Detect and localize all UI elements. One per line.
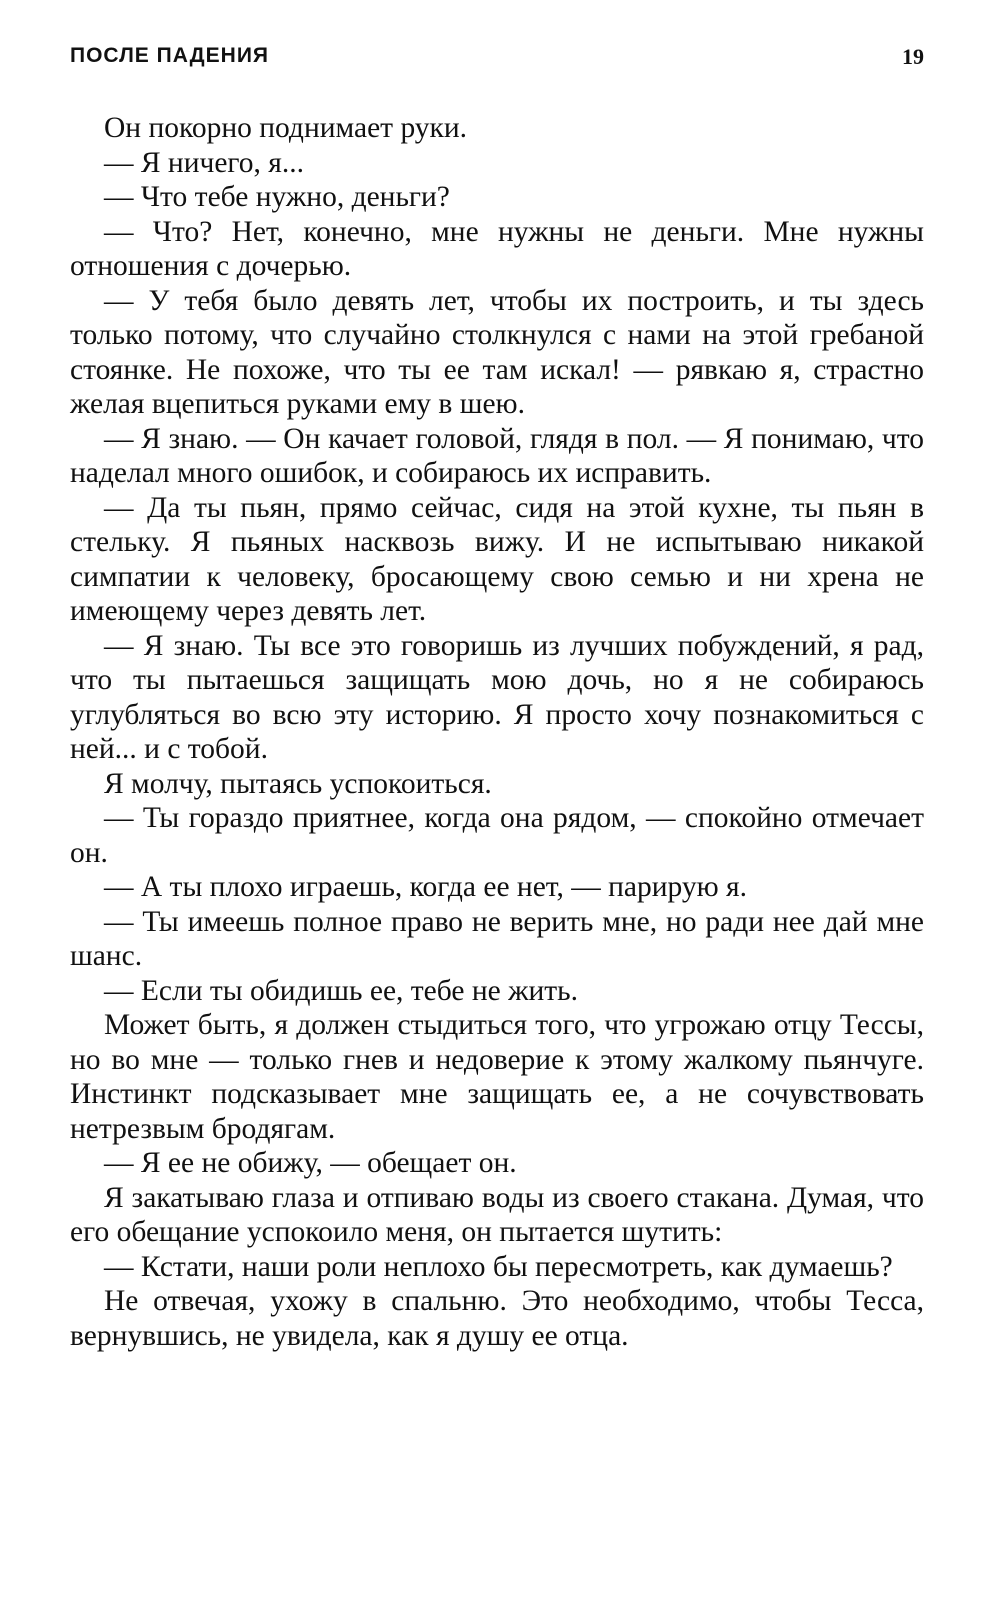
paragraph: — Я ее не обижу, — обещает он. (104, 1147, 517, 1179)
paragraph: — Я ничего, я... (104, 146, 304, 179)
body-text (70, 111, 924, 1353)
paragraph: — Кстати, наши роли неплохо бы пересмотреть, как думаешь? (104, 1250, 893, 1283)
paragraph: — Я знаю. Ты все это говоришь из лучших побуждений, я рад, что ты пытаешься защищать мою дочь, но я не собираюсь углубляться во всю эту историю. Я просто хочу познакомиться с ней... и с тобой. (70, 629, 924, 765)
paragraph: Не отвечая, ухожу в спальню. Это необходимо, чтобы Тесса, вернувшись, не увидела, как я душу ее отца. (70, 1285, 924, 1352)
paragraph: — Ты гораздо приятнее, когда она рядом, — спокойно отмечает он. (70, 802, 924, 869)
paragraph: — А ты плохо играешь, когда ее нет, — парирую я. (104, 871, 747, 903)
paragraph: — Я знаю. — Он качает головой, глядя в пол. — Я понимаю, что наделал много ошибок, и собираюсь их исправить. (70, 422, 924, 489)
paragraph: — Да ты пьян, прямо сейчас, сидя на этой кухне, ты пьян в стельку. Я пьяных насквозь вижу. И не испытываю никакой симпатии к человеку, бросающему свою семью и ни хрена не имеющему через девять лет. (70, 491, 924, 627)
running-title: ПОСЛЕ ПАДЕНИЯ (70, 44, 270, 67)
paragraph: Я молчу, пытаясь успокоиться. (104, 767, 492, 800)
paragraph: — Что тебе нужно, деньги? (104, 181, 450, 213)
paragraph: Может быть, я должен стыдиться того, что угрожаю отцу Тессы, но во мне — только гнев и недоверие к этому жалкому пьянчуге. Инстинкт подсказывает мне защищать ее, а не сочувствовать нетрезвым бродягам. (70, 1009, 924, 1145)
paragraph: — Что? Нет, конечно, мне нужны не деньги. Мне нужны отношения с дочерью. (70, 215, 924, 282)
paragraph: Я закатываю глаза и отпиваю воды из своего стакана. Думая, что его обещание успокоило меня, он пытается шутить: (70, 1181, 924, 1248)
paragraph: — У тебя было девять лет, чтобы их построить, и ты здесь только потому, что случайно столкнулся с нами на этой гребаной стоянке. Не похоже, что ты ее там искал! — рявкаю я, страстно желая вцепиться руками ему в шею. (70, 284, 924, 420)
page-number: 19 (902, 44, 924, 69)
paragraph: — Ты имеешь полное право не верить мне, но ради нее дай мне шанс. (70, 905, 924, 972)
paragraph: Он покорно поднимает руки. (104, 112, 468, 144)
running-header (70, 44, 924, 74)
paragraph: — Если ты обидишь ее, тебе не жить. (104, 974, 579, 1007)
